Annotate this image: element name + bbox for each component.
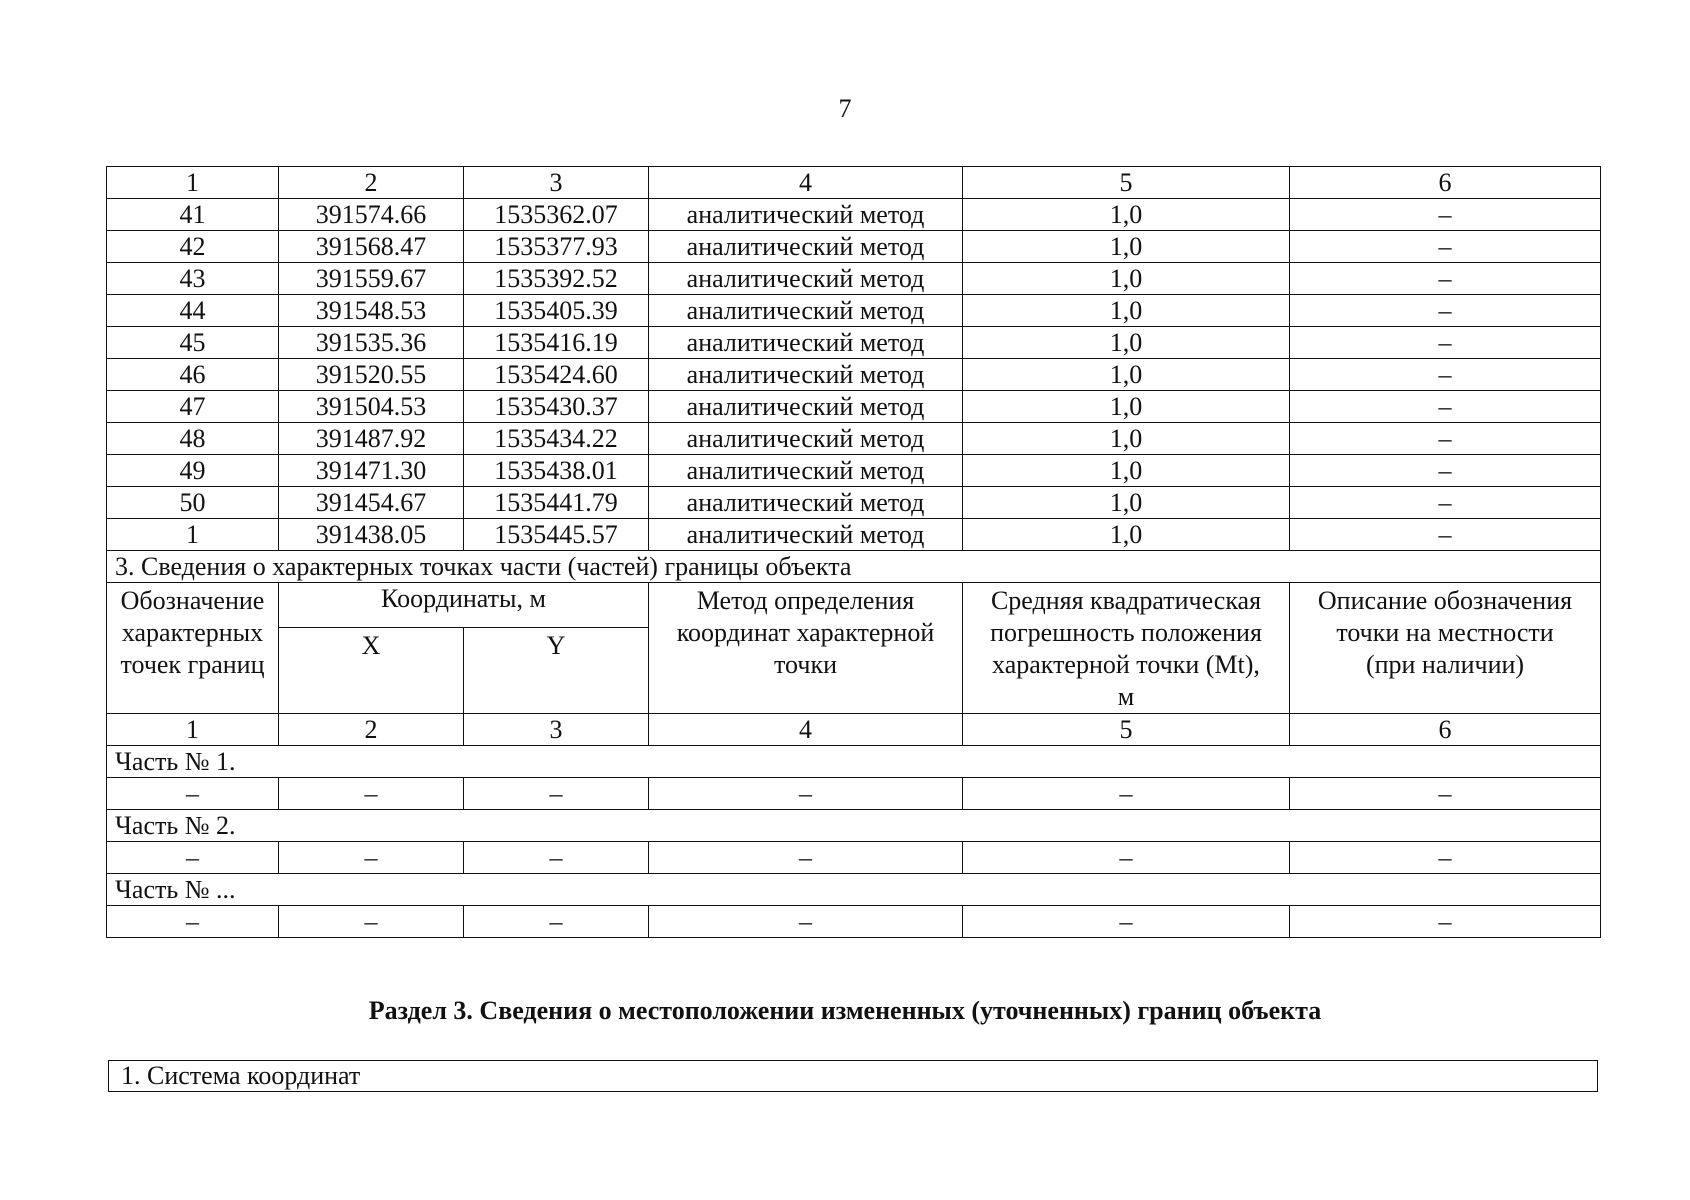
part-title: Часть № 2. bbox=[107, 810, 1601, 842]
x-coordinate-cell: 391454.67 bbox=[279, 487, 464, 519]
coordinate-system-row: 1. Система координат bbox=[108, 1060, 1598, 1092]
part-cell: – bbox=[1290, 778, 1601, 810]
table-row bbox=[107, 295, 1601, 327]
column-number-row bbox=[107, 714, 1601, 746]
point-number-cell: 50 bbox=[107, 487, 279, 519]
header-text: точки bbox=[774, 650, 837, 679]
method-cell: аналитический метод bbox=[649, 199, 963, 231]
part-cell: – bbox=[107, 906, 279, 938]
method-cell: аналитический метод bbox=[649, 423, 963, 455]
y-coordinate-cell: 1535416.19 bbox=[464, 327, 649, 359]
header-error bbox=[963, 583, 1290, 714]
x-coordinate-cell: 391568.47 bbox=[279, 231, 464, 263]
header-method bbox=[649, 583, 963, 714]
header-text: характерных bbox=[121, 618, 264, 647]
part-data-row bbox=[107, 906, 1601, 938]
description-cell: – bbox=[1290, 199, 1601, 231]
method-cell: аналитический метод bbox=[649, 519, 963, 551]
y-coordinate-cell: 1535430.37 bbox=[464, 391, 649, 423]
column-number-cell: 5 bbox=[963, 714, 1290, 746]
description-cell: – bbox=[1290, 391, 1601, 423]
point-number-cell: 46 bbox=[107, 359, 279, 391]
table-row bbox=[107, 423, 1601, 455]
part-title-row bbox=[107, 746, 1601, 778]
x-coordinate-cell: 391574.66 bbox=[279, 199, 464, 231]
column-number-cell: 2 bbox=[279, 714, 464, 746]
part-cell: – bbox=[963, 778, 1290, 810]
table-row bbox=[107, 199, 1601, 231]
header-text: Метод определения bbox=[696, 586, 915, 615]
method-cell: аналитический метод bbox=[649, 487, 963, 519]
table-row bbox=[107, 231, 1601, 263]
point-number-cell: 47 bbox=[107, 391, 279, 423]
part-cell: – bbox=[1290, 906, 1601, 938]
point-number-cell: 43 bbox=[107, 263, 279, 295]
error-cell: 1,0 bbox=[963, 487, 1290, 519]
coordinates-table bbox=[106, 166, 1601, 938]
table-row bbox=[107, 519, 1601, 551]
x-coordinate-cell: 391520.55 bbox=[279, 359, 464, 391]
part-cell: – bbox=[649, 778, 963, 810]
x-coordinate-cell: 391471.30 bbox=[279, 455, 464, 487]
point-number-cell: 45 bbox=[107, 327, 279, 359]
header-row bbox=[107, 583, 1601, 628]
part-title: Часть № ... bbox=[107, 874, 1601, 906]
section-title-row bbox=[107, 551, 1601, 583]
y-coordinate-cell: 1535445.57 bbox=[464, 519, 649, 551]
part-data-row bbox=[107, 842, 1601, 874]
part-cell: – bbox=[1290, 842, 1601, 874]
x-coordinate-cell: 391504.53 bbox=[279, 391, 464, 423]
part-cell: – bbox=[649, 842, 963, 874]
error-cell: 1,0 bbox=[963, 295, 1290, 327]
column-number-cell: 5 bbox=[963, 167, 1290, 199]
y-coordinate-cell: 1535405.39 bbox=[464, 295, 649, 327]
description-cell: – bbox=[1290, 455, 1601, 487]
part-title-row bbox=[107, 810, 1601, 842]
header-text: м bbox=[1117, 682, 1135, 711]
table-row bbox=[107, 359, 1601, 391]
x-coordinate-cell: 391438.05 bbox=[279, 519, 464, 551]
header-text: (при наличии) bbox=[1365, 650, 1525, 679]
method-cell: аналитический метод bbox=[649, 295, 963, 327]
column-number-cell: 3 bbox=[464, 167, 649, 199]
part-title: Часть № 1. bbox=[107, 746, 1601, 778]
column-number-cell: 6 bbox=[1290, 714, 1601, 746]
error-cell: 1,0 bbox=[963, 263, 1290, 295]
header-x: X bbox=[279, 627, 464, 713]
header-y: Y bbox=[464, 627, 649, 713]
error-cell: 1,0 bbox=[963, 231, 1290, 263]
error-cell: 1,0 bbox=[963, 199, 1290, 231]
description-cell: – bbox=[1290, 359, 1601, 391]
header-text: Обозначение bbox=[120, 586, 265, 615]
header-text: Описание обозначения bbox=[1317, 586, 1573, 615]
method-cell: аналитический метод bbox=[649, 231, 963, 263]
description-cell: – bbox=[1290, 263, 1601, 295]
error-cell: 1,0 bbox=[963, 455, 1290, 487]
method-cell: аналитический метод bbox=[649, 455, 963, 487]
point-number-cell: 49 bbox=[107, 455, 279, 487]
page-number: 7 bbox=[838, 94, 852, 123]
x-coordinate-cell: 391559.67 bbox=[279, 263, 464, 295]
part-title-row bbox=[107, 874, 1601, 906]
point-number-cell: 41 bbox=[107, 199, 279, 231]
method-cell: аналитический метод bbox=[649, 263, 963, 295]
column-number-cell: 2 bbox=[279, 167, 464, 199]
y-coordinate-cell: 1535377.93 bbox=[464, 231, 649, 263]
header-text: точек границ bbox=[120, 650, 265, 679]
description-cell: – bbox=[1290, 295, 1601, 327]
method-cell: аналитический метод bbox=[649, 391, 963, 423]
y-coordinate-cell: 1535424.60 bbox=[464, 359, 649, 391]
point-number-cell: 1 bbox=[107, 519, 279, 551]
table-row bbox=[107, 487, 1601, 519]
y-coordinate-cell: 1535362.07 bbox=[464, 199, 649, 231]
column-number-cell: 4 bbox=[649, 167, 963, 199]
header-coordinates: Координаты, м bbox=[279, 583, 649, 628]
part-cell: – bbox=[279, 778, 464, 810]
part-cell: – bbox=[107, 842, 279, 874]
table-row bbox=[107, 391, 1601, 423]
header-point-designation bbox=[107, 583, 279, 714]
error-cell: 1,0 bbox=[963, 519, 1290, 551]
section-title: 3. Сведения о характерных точках части (частей) границы объекта bbox=[107, 551, 1601, 583]
part-cell: – bbox=[649, 906, 963, 938]
description-cell: – bbox=[1290, 487, 1601, 519]
header-text: точки на местности bbox=[1336, 618, 1554, 647]
y-coordinate-cell: 1535438.01 bbox=[464, 455, 649, 487]
point-number-cell: 42 bbox=[107, 231, 279, 263]
description-cell: – bbox=[1290, 231, 1601, 263]
y-coordinate-cell: 1535392.52 bbox=[464, 263, 649, 295]
part-cell: – bbox=[107, 778, 279, 810]
part-cell: – bbox=[279, 842, 464, 874]
table-row bbox=[107, 327, 1601, 359]
part-cell: – bbox=[464, 842, 649, 874]
x-coordinate-cell: 391548.53 bbox=[279, 295, 464, 327]
part-data-row bbox=[107, 778, 1601, 810]
table-row bbox=[107, 263, 1601, 295]
part-cell: – bbox=[464, 778, 649, 810]
column-number-cell: 3 bbox=[464, 714, 649, 746]
column-number-cell: 1 bbox=[107, 167, 279, 199]
method-cell: аналитический метод bbox=[649, 327, 963, 359]
error-cell: 1,0 bbox=[963, 391, 1290, 423]
description-cell: – bbox=[1290, 327, 1601, 359]
error-cell: 1,0 bbox=[963, 327, 1290, 359]
table-row bbox=[107, 455, 1601, 487]
column-number-row bbox=[107, 167, 1601, 199]
x-coordinate-cell: 391535.36 bbox=[279, 327, 464, 359]
header-text: координат характерной bbox=[676, 618, 935, 647]
error-cell: 1,0 bbox=[963, 359, 1290, 391]
x-coordinate-cell: 391487.92 bbox=[279, 423, 464, 455]
column-number-cell: 6 bbox=[1290, 167, 1601, 199]
header-text: характерной точки (Mt), bbox=[992, 650, 1260, 679]
y-coordinate-cell: 1535434.22 bbox=[464, 423, 649, 455]
method-cell: аналитический метод bbox=[649, 359, 963, 391]
part-cell: – bbox=[963, 906, 1290, 938]
section-heading: Раздел 3. Сведения о местоположении измененных (уточненных) границ объекта bbox=[368, 996, 1322, 1025]
header-text: погрешность положения bbox=[990, 618, 1262, 647]
header-text: Средняя квадратическая bbox=[990, 586, 1262, 615]
point-number-cell: 48 bbox=[107, 423, 279, 455]
column-number-cell: 1 bbox=[107, 714, 279, 746]
description-cell: – bbox=[1290, 423, 1601, 455]
part-cell: – bbox=[464, 906, 649, 938]
error-cell: 1,0 bbox=[963, 423, 1290, 455]
header-description bbox=[1290, 583, 1601, 714]
description-cell: – bbox=[1290, 519, 1601, 551]
column-number-cell: 4 bbox=[649, 714, 963, 746]
point-number-cell: 44 bbox=[107, 295, 279, 327]
part-cell: – bbox=[963, 842, 1290, 874]
part-cell: – bbox=[279, 906, 464, 938]
y-coordinate-cell: 1535441.79 bbox=[464, 487, 649, 519]
